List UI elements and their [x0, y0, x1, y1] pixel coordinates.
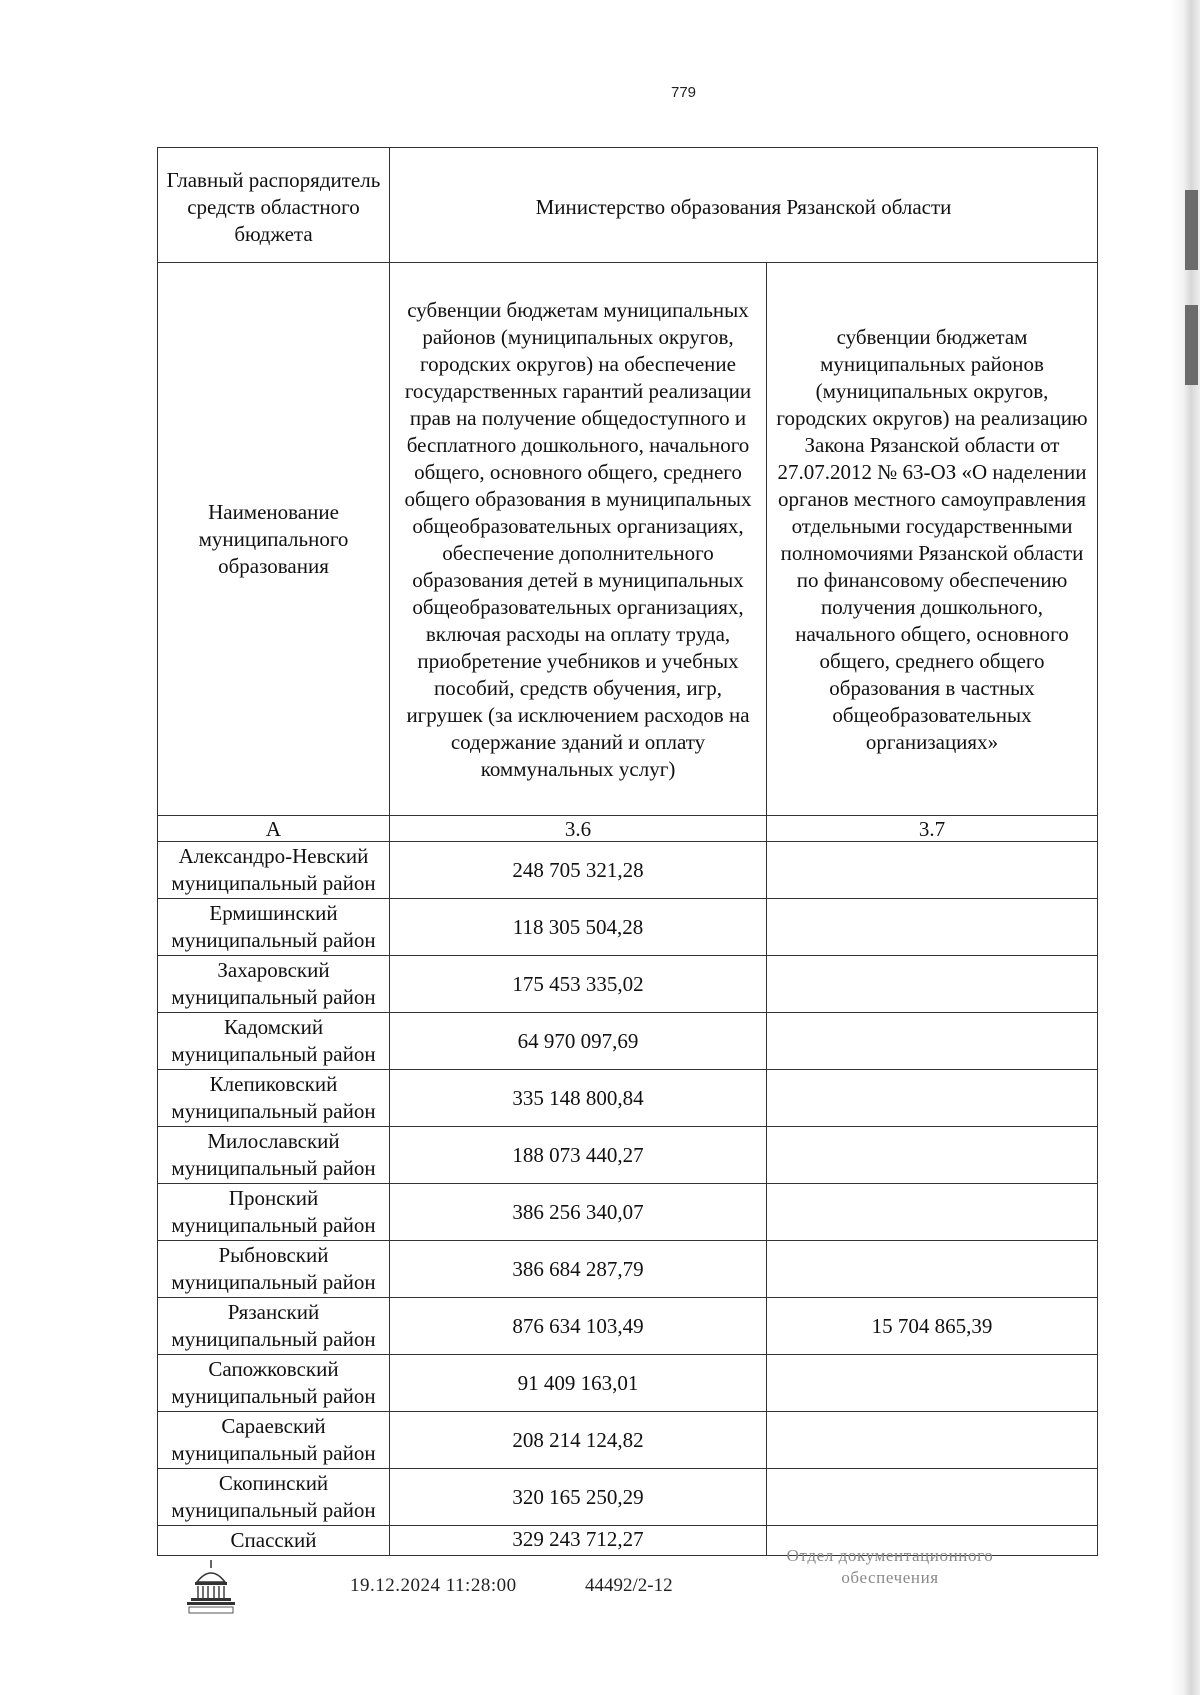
- value-37: 15 704 865,39: [767, 1298, 1098, 1355]
- column-index-36: 3.6: [390, 816, 767, 842]
- table-row: [158, 1070, 1098, 1127]
- column-index-37: 3.7: [767, 816, 1098, 842]
- municipality-name: Сапожковский муниципальный район: [158, 1355, 390, 1412]
- table-header-distributor-row: [158, 148, 1098, 263]
- subventions-table: [157, 147, 1098, 1556]
- table-row: [158, 1184, 1098, 1241]
- value-37: [767, 1070, 1098, 1127]
- table-row: [158, 1355, 1098, 1412]
- value-36: 188 073 440,27: [390, 1127, 767, 1184]
- scan-mark: [1185, 305, 1198, 385]
- municipality-name: Рязанский муниципальный район: [158, 1298, 390, 1355]
- value-36: 175 453 335,02: [390, 956, 767, 1013]
- value-36: 876 634 103,49: [390, 1298, 767, 1355]
- value-36: 208 214 124,82: [390, 1412, 767, 1469]
- value-37: [767, 1241, 1098, 1298]
- parliament-building-logo-icon: [183, 1556, 239, 1618]
- municipality-name: Скопинский муниципальный район: [158, 1469, 390, 1526]
- footer-document-number: 44492/2-12: [585, 1575, 673, 1596]
- municipality-name: Милославский муниципальный район: [158, 1127, 390, 1184]
- department-stamp-line1: Отдел документационного: [786, 1546, 994, 1565]
- value-37: [767, 1184, 1098, 1241]
- department-stamp: [740, 1545, 1040, 1589]
- municipality-name: Клепиковский муниципальный район: [158, 1070, 390, 1127]
- value-37: [767, 1469, 1098, 1526]
- value-37: [767, 1412, 1098, 1469]
- municipality-name: Александро-Невский муниципальный район: [158, 842, 390, 899]
- table-header-description-row: [158, 263, 1098, 816]
- value-37: [767, 1355, 1098, 1412]
- table-row: [158, 1127, 1098, 1184]
- municipality-name: Ермишинский муниципальный район: [158, 899, 390, 956]
- page-number: 779: [670, 84, 697, 101]
- value-36: 320 165 250,29: [390, 1469, 767, 1526]
- value-36: 91 409 163,01: [390, 1355, 767, 1412]
- value-36: 329 243 712,27: [390, 1526, 767, 1556]
- distributor-value: Министерство образования Рязанской области: [390, 148, 1098, 263]
- municipality-name: Кадомский муниципальный район: [158, 1013, 390, 1070]
- value-36: 118 305 504,28: [390, 899, 767, 956]
- municipality-name: Захаровский муниципальный район: [158, 956, 390, 1013]
- value-37: [767, 956, 1098, 1013]
- column-index-a: А: [158, 816, 390, 842]
- value-36: 248 705 321,28: [390, 842, 767, 899]
- table-row: [158, 1241, 1098, 1298]
- table-row: [158, 899, 1098, 956]
- table-row: [158, 842, 1098, 899]
- column-36-description: субвенции бюджетам муниципальных районов (муниципальных округов, городских округов) на обеспечение государственных гарантий реализации прав на получение общедоступного и бесплатного дошкольного, начального общего, основного общего, среднего общего образования в муниципальных общеобразовательных организациях, обеспечение дополнительного образования детей в муниципальных общеобразовательных организациях, включая расходы на оплату труда, приобретение учебников и учебных пособий, средств обучения, игр, игрушек (за исключением расходов на содержание зданий и оплату коммунальных услуг): [390, 263, 767, 816]
- table-row: [158, 1412, 1098, 1469]
- municipality-name: Спасский: [158, 1526, 390, 1556]
- municipality-name: Рыбновский муниципальный район: [158, 1241, 390, 1298]
- table-row: [158, 1469, 1098, 1526]
- value-37: [767, 1127, 1098, 1184]
- value-36: 64 970 097,69: [390, 1013, 767, 1070]
- footer-timestamp: 19.12.2024 11:28:00: [350, 1575, 517, 1596]
- scan-mark: [1185, 190, 1198, 270]
- municipality-name: Пронский муниципальный район: [158, 1184, 390, 1241]
- value-36: 335 148 800,84: [390, 1070, 767, 1127]
- value-36: 386 256 340,07: [390, 1184, 767, 1241]
- distributor-label: Главный распорядитель средств областного бюджета: [158, 148, 390, 263]
- municipality-name-label: Наименование муниципального образования: [158, 263, 390, 816]
- value-37: [767, 1013, 1098, 1070]
- column-index-row: [158, 816, 1098, 842]
- value-36: 386 684 287,79: [390, 1241, 767, 1298]
- municipality-name: Сараевский муниципальный район: [158, 1412, 390, 1469]
- value-37: [767, 899, 1098, 956]
- department-stamp-line2: обеспечения: [841, 1568, 939, 1587]
- value-37: [767, 842, 1098, 899]
- column-37-description: субвенции бюджетам муниципальных районов (муниципальных округов, городских округов) на реализацию Закона Рязанской области от 27.07.2012 № 63-ОЗ «О наделении органов местного самоуправления отдельными государственными полномочиями Рязанской области по финансовому обеспечению получения дошкольного, начального общего, основного общего, среднего общего образования в частных общеобразовательных организациях»: [767, 263, 1098, 816]
- table-row: [158, 956, 1098, 1013]
- table-row: [158, 1013, 1098, 1070]
- table-row: [158, 1298, 1098, 1355]
